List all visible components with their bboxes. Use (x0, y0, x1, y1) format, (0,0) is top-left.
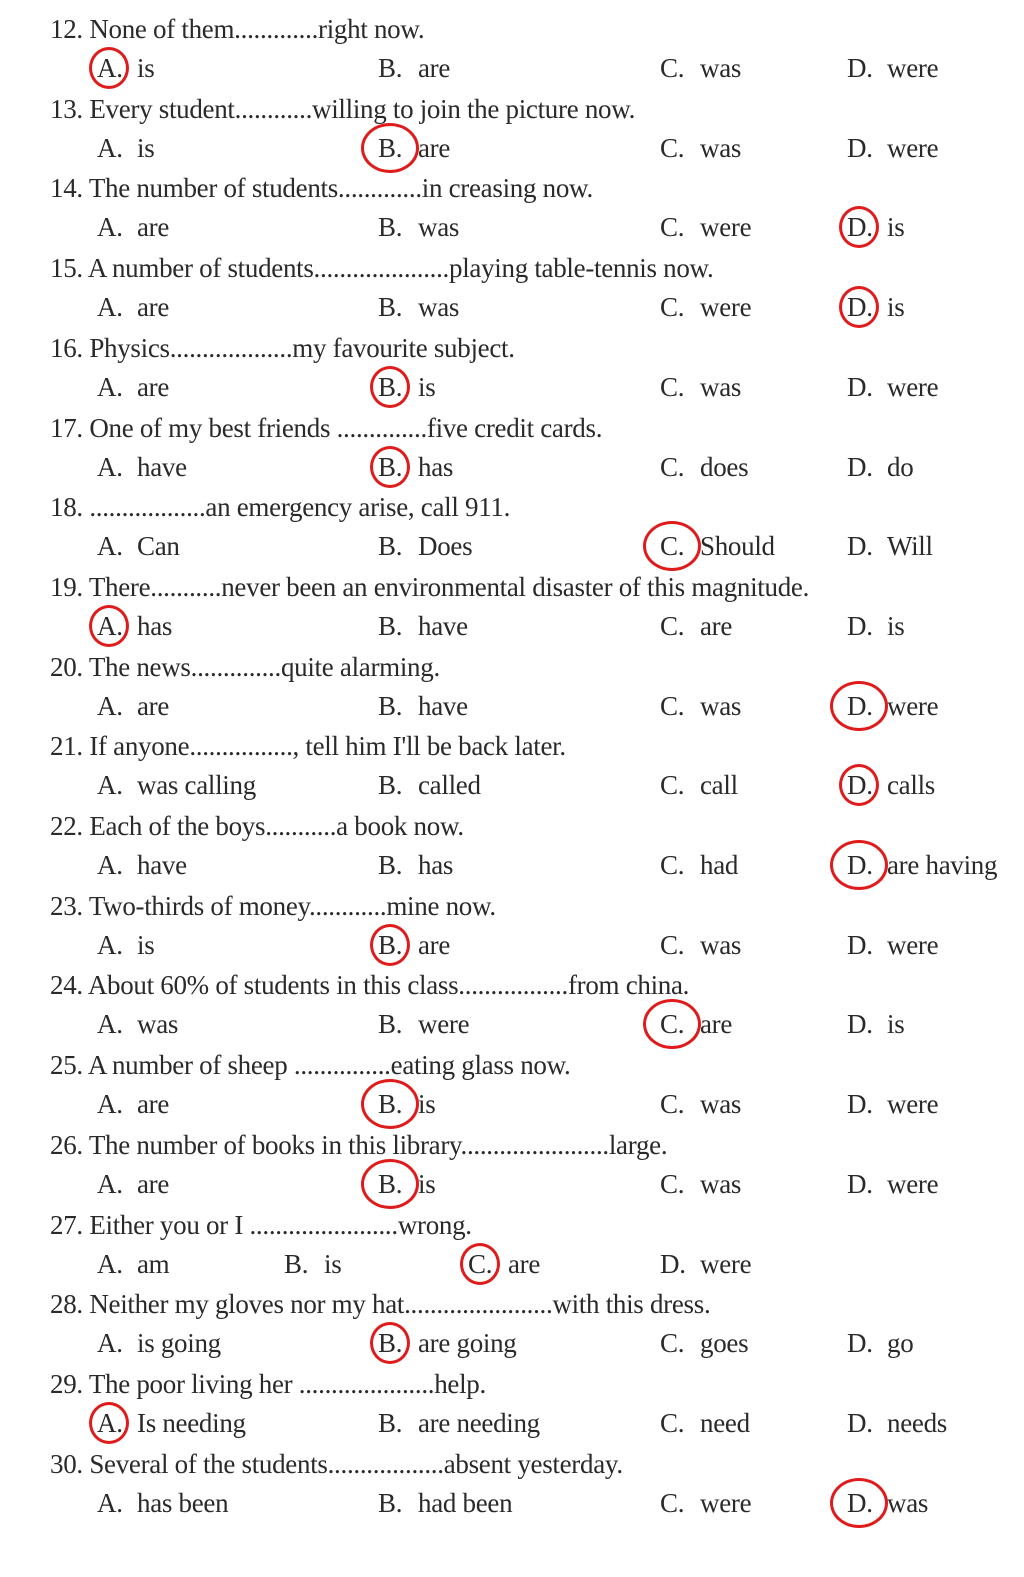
question-text: Physics...................my favourite subject. (89, 333, 515, 363)
option-text: was (137, 1009, 179, 1039)
option-letter: C. (660, 1408, 685, 1438)
option-d (847, 1007, 904, 1041)
option-c (660, 1406, 750, 1440)
option-text: was (700, 1089, 742, 1119)
option-letter: A. (97, 452, 123, 482)
option-text: is (137, 930, 155, 960)
option-text: have (137, 452, 187, 482)
option-c (660, 928, 741, 962)
option-c (660, 768, 738, 802)
option-c (660, 1167, 741, 1201)
option-text: was (418, 292, 460, 322)
option-a (97, 1167, 169, 1201)
question-13-stem (50, 92, 635, 126)
option-text: was (700, 930, 742, 960)
option-d (847, 131, 938, 165)
option-a (97, 689, 169, 723)
question-text: The poor living her .....................help. (88, 1369, 486, 1399)
option-c (660, 848, 738, 882)
option-letter: B. (378, 53, 403, 83)
option-letter: C. (660, 770, 685, 800)
option-letter: C. (660, 1488, 685, 1518)
question-30-stem (50, 1447, 623, 1481)
option-letter: C. (660, 531, 685, 561)
question-number: 22. (50, 811, 83, 841)
option-d (847, 370, 938, 404)
option-text: were (700, 1249, 752, 1279)
question-text: None of them.............right now. (89, 14, 425, 44)
question-25-stem (50, 1048, 571, 1082)
question-number: 19. (50, 572, 83, 602)
option-letter: D. (847, 611, 873, 641)
option-text: Should (700, 531, 775, 561)
question-number: 28. (50, 1289, 83, 1319)
question-number: 26. (50, 1130, 83, 1160)
question-text: Neither my gloves nor my hat.......................with this dress. (89, 1289, 711, 1319)
option-letter: A. (97, 930, 123, 960)
option-text: was (700, 691, 742, 721)
answer-circle-mark (370, 1322, 410, 1364)
question-number: 20. (50, 652, 83, 682)
answer-circle-mark (839, 286, 879, 328)
option-letter: C. (660, 850, 685, 880)
option-letter: C. (660, 611, 685, 641)
question-number: 16. (50, 333, 83, 363)
option-text: is (418, 1169, 436, 1199)
option-letter: A. (97, 372, 123, 402)
option-d (847, 529, 933, 563)
answer-circle-mark (370, 446, 410, 488)
question-number: 27. (50, 1210, 83, 1240)
option-letter: D. (847, 452, 873, 482)
option-letter: C. (660, 1328, 685, 1358)
option-text: are having (887, 850, 998, 880)
question-text: The number of students.............in creasing now. (88, 173, 593, 203)
option-letter: A. (97, 611, 123, 641)
option-text: called (418, 770, 481, 800)
option-letter: D. (847, 850, 873, 880)
question-number: 25. (50, 1050, 83, 1080)
question-17-stem (50, 411, 602, 445)
option-a (97, 529, 180, 563)
option-letter: B. (378, 850, 403, 880)
option-text: are (418, 133, 451, 163)
question-text: A number of students.....................playing table-tennis now. (87, 253, 714, 283)
option-b (378, 1406, 540, 1440)
option-b (378, 290, 459, 324)
option-a (97, 1087, 169, 1121)
option-letter: B. (284, 1249, 309, 1279)
option-text: is (887, 212, 905, 242)
option-b (284, 1247, 341, 1281)
question-text: ..................an emergency arise, call 911. (89, 492, 511, 522)
question-19-stem (50, 570, 809, 604)
option-a (97, 1247, 169, 1281)
option-letter: B. (378, 531, 403, 561)
option-letter: B. (378, 372, 403, 402)
option-text: were (887, 53, 939, 83)
option-letter: C. (660, 1169, 685, 1199)
option-text: Does (418, 531, 473, 561)
option-letter: D. (847, 1408, 873, 1438)
option-letter: C. (660, 452, 685, 482)
option-text: needs (887, 1408, 947, 1438)
option-text: was (700, 1169, 742, 1199)
question-text: One of my best friends ..............five credit cards. (89, 413, 603, 443)
option-letter: B. (378, 770, 403, 800)
question-number: 30. (50, 1449, 83, 1479)
option-a (97, 1326, 221, 1360)
question-text: The news..............quite alarming. (88, 652, 440, 682)
answer-circle-mark (89, 1402, 129, 1444)
question-text: Two-thirds of money............mine now. (88, 891, 496, 921)
question-number: 24. (50, 970, 83, 1000)
option-d (847, 1326, 913, 1360)
option-a (97, 1486, 228, 1520)
option-letter: C. (660, 930, 685, 960)
option-letter: A. (97, 691, 123, 721)
option-text: are (418, 53, 451, 83)
option-d (847, 1167, 938, 1201)
option-letter: A. (97, 1169, 123, 1199)
answer-circle-mark (643, 999, 701, 1049)
option-text: was (887, 1488, 929, 1518)
option-letter: D. (847, 292, 873, 322)
option-text: was (700, 53, 742, 83)
option-a (97, 210, 169, 244)
option-letter: C. (660, 1009, 685, 1039)
option-text: Can (137, 531, 180, 561)
option-text: is (137, 133, 155, 163)
option-letter: B. (378, 691, 403, 721)
option-a (97, 450, 187, 484)
option-letter: B. (378, 1488, 403, 1518)
option-text: do (887, 452, 914, 482)
answer-circle-mark (830, 1478, 888, 1528)
question-number: 29. (50, 1369, 83, 1399)
option-text: was calling (137, 770, 256, 800)
question-23-stem (50, 889, 496, 923)
option-text: have (137, 850, 187, 880)
option-b (378, 1486, 512, 1520)
option-a (97, 131, 154, 165)
answer-circle-mark (839, 206, 879, 248)
option-letter: D. (847, 770, 873, 800)
option-letter: A. (97, 212, 123, 242)
option-text: were (418, 1009, 470, 1039)
option-letter: A. (97, 1249, 123, 1279)
answer-circle-mark (830, 840, 888, 890)
option-text: are (508, 1249, 541, 1279)
option-c (660, 1087, 741, 1121)
question-16-stem (50, 331, 515, 365)
answer-circle-mark (89, 605, 129, 647)
option-letter: C. (660, 292, 685, 322)
option-a (97, 768, 256, 802)
option-d (660, 1247, 751, 1281)
option-b (378, 689, 468, 723)
option-b (378, 848, 453, 882)
option-b (378, 609, 468, 643)
option-letter: D. (847, 133, 873, 163)
option-text: was (418, 212, 460, 242)
option-letter: A. (97, 133, 123, 163)
option-a (97, 290, 169, 324)
question-22-stem (50, 809, 464, 843)
option-text: have (418, 611, 468, 641)
question-21-stem (50, 729, 566, 763)
option-letter: D. (847, 212, 873, 242)
answer-circle-mark (830, 681, 888, 731)
option-c (660, 609, 732, 643)
option-letter: B. (378, 930, 403, 960)
option-text: has been (137, 1488, 229, 1518)
option-text: need (700, 1408, 750, 1438)
question-29-stem (50, 1367, 486, 1401)
option-text: are (700, 1009, 733, 1039)
option-text: go (887, 1328, 914, 1358)
option-letter: C. (660, 372, 685, 402)
option-text: is (418, 372, 436, 402)
option-a (97, 928, 154, 962)
question-number: 13. (50, 94, 83, 124)
option-letter: D. (847, 1328, 873, 1358)
option-letter: A. (97, 1488, 123, 1518)
answer-circle-mark (370, 366, 410, 408)
option-letter: D. (847, 1169, 873, 1199)
option-letter: D. (847, 1488, 873, 1518)
option-letter: A. (97, 531, 123, 561)
answer-circle-mark (361, 123, 419, 173)
option-d (847, 51, 938, 85)
option-text: Will (887, 531, 933, 561)
option-text: are (137, 1169, 170, 1199)
question-text: Each of the boys...........a book now. (89, 811, 464, 841)
option-c (660, 210, 751, 244)
option-c (660, 689, 741, 723)
option-text: were (887, 372, 939, 402)
option-letter: D. (847, 372, 873, 402)
option-c (660, 51, 741, 85)
option-text: are (137, 691, 170, 721)
option-text: is (418, 1089, 436, 1119)
question-number: 14. (50, 173, 83, 203)
option-letter: D. (847, 531, 873, 561)
answer-circle-mark (361, 1159, 419, 1209)
question-14-stem (50, 171, 593, 205)
question-18-stem (50, 490, 510, 524)
option-text: has (418, 452, 454, 482)
option-letter: A. (97, 1089, 123, 1119)
option-text: are going (418, 1328, 517, 1358)
option-text: were (700, 212, 752, 242)
option-text: calls (887, 770, 935, 800)
option-a (97, 370, 169, 404)
question-text: There...........never been an environmental disaster of this magnitude. (88, 572, 810, 602)
option-text: were (887, 133, 939, 163)
option-c (660, 370, 741, 404)
option-d (847, 450, 913, 484)
option-text: are (137, 1089, 170, 1119)
option-text: has (137, 611, 173, 641)
answer-circle-mark (361, 1079, 419, 1129)
option-text: were (887, 691, 939, 721)
option-letter: A. (97, 53, 123, 83)
option-letter: B. (378, 1408, 403, 1438)
option-c (660, 290, 751, 324)
question-number: 18. (50, 492, 83, 522)
option-d (847, 1087, 938, 1121)
option-text: had been (418, 1488, 513, 1518)
option-text: are needing (418, 1408, 540, 1438)
question-text: A number of sheep ...............eating glass now. (87, 1050, 571, 1080)
option-text: goes (700, 1328, 749, 1358)
question-28-stem (50, 1287, 710, 1321)
option-letter: D. (847, 1009, 873, 1039)
option-letter: C. (660, 133, 685, 163)
option-letter: A. (97, 1328, 123, 1358)
option-text: does (700, 452, 749, 482)
option-text: was (700, 372, 742, 402)
option-text: is (887, 611, 905, 641)
option-letter: B. (378, 1328, 403, 1358)
question-27-stem (50, 1208, 472, 1242)
option-text: have (418, 691, 468, 721)
answer-circle-mark (370, 924, 410, 966)
option-letter: B. (378, 1169, 403, 1199)
option-b (378, 1007, 469, 1041)
option-text: is going (137, 1328, 221, 1358)
option-b (378, 529, 472, 563)
option-letter: A. (97, 1009, 123, 1039)
option-letter: B. (378, 133, 403, 163)
question-20-stem (50, 650, 440, 684)
question-text: If anyone................, tell him I'll be back later. (89, 731, 566, 761)
option-letter: D. (660, 1249, 686, 1279)
option-text: was (700, 133, 742, 163)
option-letter: A. (97, 1408, 123, 1438)
option-letter: B. (378, 292, 403, 322)
option-b (378, 768, 481, 802)
option-a (97, 1007, 178, 1041)
question-text: The number of books in this library.......................large. (88, 1130, 668, 1160)
answer-circle-mark (460, 1243, 500, 1285)
option-text: are (418, 930, 451, 960)
option-a (97, 848, 187, 882)
option-letter: D. (847, 53, 873, 83)
option-text: is (887, 292, 905, 322)
option-letter: A. (97, 770, 123, 800)
option-letter: B. (378, 1009, 403, 1039)
option-letter: C. (660, 1089, 685, 1119)
option-d (847, 1406, 947, 1440)
option-text: are (137, 372, 170, 402)
option-letter: C. (660, 53, 685, 83)
option-text: are (137, 212, 170, 242)
option-letter: B. (378, 1089, 403, 1119)
option-letter: A. (97, 850, 123, 880)
option-letter: D. (847, 1089, 873, 1119)
question-number: 12. (50, 14, 83, 44)
option-letter: D. (847, 691, 873, 721)
question-26-stem (50, 1128, 667, 1162)
question-number: 23. (50, 891, 83, 921)
answer-circle-mark (643, 521, 701, 571)
option-text: Is needing (137, 1408, 246, 1438)
option-text: am (137, 1249, 170, 1279)
option-text: were (887, 1169, 939, 1199)
option-d (847, 928, 938, 962)
option-text: are (700, 611, 733, 641)
answer-circle-mark (89, 47, 129, 89)
option-c (660, 1326, 748, 1360)
question-text: Every student............willing to join the picture now. (89, 94, 636, 124)
question-15-stem (50, 251, 713, 285)
option-c (660, 131, 741, 165)
option-text: had (700, 850, 739, 880)
option-text: call (700, 770, 738, 800)
option-b (378, 51, 450, 85)
question-text: Several of the students..................absent yesterday. (89, 1449, 623, 1479)
question-number: 15. (50, 253, 83, 283)
question-24-stem (50, 968, 689, 1002)
option-c (660, 1486, 751, 1520)
question-12-stem (50, 12, 424, 46)
option-letter: A. (97, 292, 123, 322)
option-letter: C. (660, 691, 685, 721)
question-text: Either you or I .......................wrong. (89, 1210, 472, 1240)
option-text: has (418, 850, 454, 880)
option-text: were (887, 1089, 939, 1119)
option-letter: B. (378, 611, 403, 641)
answer-circle-mark (839, 764, 879, 806)
option-text: were (700, 1488, 752, 1518)
option-text: is (137, 53, 155, 83)
option-text: are (137, 292, 170, 322)
option-letter: C. (660, 212, 685, 242)
option-letter: B. (378, 452, 403, 482)
question-number: 21. (50, 731, 83, 761)
option-b (378, 210, 459, 244)
option-c (660, 450, 748, 484)
option-text: were (700, 292, 752, 322)
option-text: were (887, 930, 939, 960)
option-letter: B. (378, 212, 403, 242)
question-text: About 60% of students in this class.................from china. (87, 970, 690, 1000)
option-text: is (324, 1249, 342, 1279)
option-letter: C. (468, 1249, 493, 1279)
option-text: is (887, 1009, 905, 1039)
option-d (847, 609, 904, 643)
option-letter: D. (847, 930, 873, 960)
question-number: 17. (50, 413, 83, 443)
